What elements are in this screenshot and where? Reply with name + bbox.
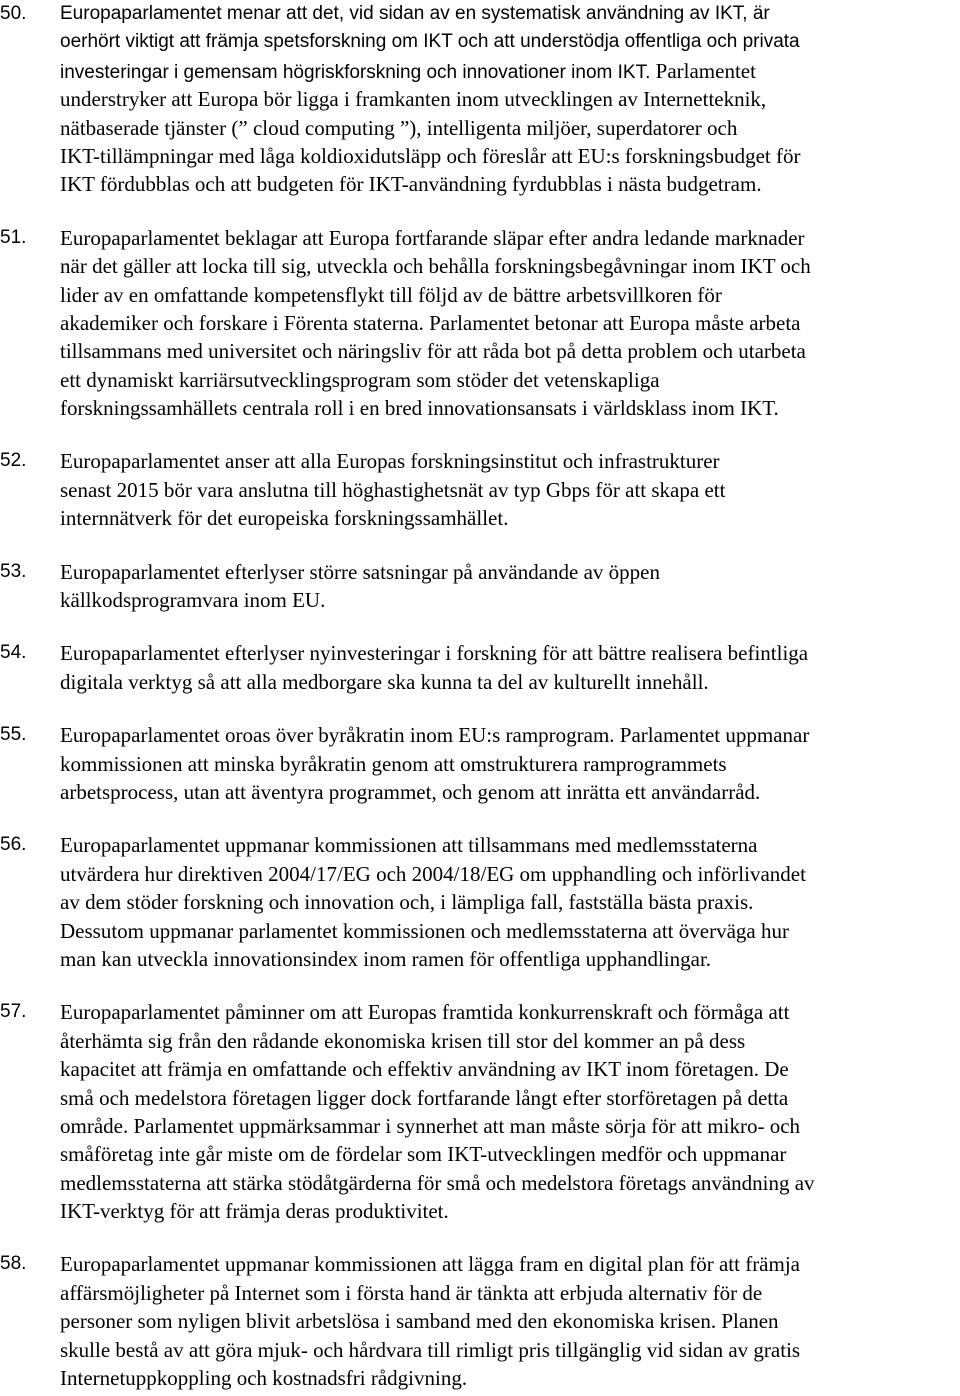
paragraph-52 bbox=[0, 447, 960, 532]
text-line: IKT-verktyg för att främja deras produktivitet. bbox=[60, 1199, 449, 1224]
text-line: man kan utveckla innovationsindex inom ramen för offentliga upphandlingar. bbox=[60, 946, 712, 971]
text-line: Europaparlamentet beklagar att Europa fortfarande släpar efter andra ledande marknader bbox=[60, 225, 805, 250]
text-line: Europaparlamentet efterlyser större satsningar på användande av öppen bbox=[60, 559, 660, 584]
text-line: IKT-tillämpningar med låga koldioxidutsläpp och föreslår att EU:s forskningsbudget för bbox=[60, 143, 801, 168]
text-line: ett dynamiskt karriärsutvecklingsprogram som stöder det vetenskapliga bbox=[60, 367, 660, 392]
paragraph-text bbox=[60, 721, 955, 806]
paragraph-55 bbox=[0, 721, 960, 806]
text-line: senast 2015 bör vara anslutna till höghastighetsnät av typ Gbps för att skapa ett bbox=[60, 477, 726, 502]
paragraph-number: 51. bbox=[0, 226, 27, 248]
paragraph-number: 58. bbox=[0, 1253, 27, 1275]
paragraph-text bbox=[60, 447, 955, 532]
text-line: småföretag inte går miste om de fördelar som IKT-utvecklingen medför och uppmanar bbox=[60, 1142, 787, 1167]
text-line: Europaparlamentet efterlyser nyinvesteringar i forskning för att bättre realisera befintliga bbox=[60, 641, 809, 666]
paragraph-number: 55. bbox=[0, 724, 27, 746]
paragraph-53 bbox=[0, 558, 960, 615]
paragraph-57 bbox=[0, 998, 960, 1225]
text-line: utvärdera hur direktiven 2004/17/EG och 2004/18/EG om upphandling och införlivandet bbox=[60, 861, 806, 886]
text-line: forskningssamhällets centrala roll i en bred innovationsansats i världsklass inom IKT. bbox=[60, 396, 779, 421]
text-line: oerhört viktigt att främja spetsforskning om IKT och att understödja offentliga och privata bbox=[60, 31, 800, 53]
paragraph-text bbox=[60, 998, 955, 1225]
paragraph-text bbox=[60, 0, 955, 199]
text-line: affärsmöjligheter på Internet som i första hand är tänkta att erbjuda alternativ för de bbox=[60, 1280, 763, 1305]
paragraph-51 bbox=[0, 224, 960, 423]
text-line: Europaparlamentet menar att det, vid sidan av en systematisk användning av IKT, är bbox=[60, 3, 770, 24]
text-line bbox=[60, 57, 955, 85]
text-segment: Parlamentet bbox=[655, 58, 756, 83]
text-line: kommissionen att minska byråkratin genom att omstrukturera ramprogrammets bbox=[60, 751, 727, 776]
paragraph-number: 53. bbox=[0, 560, 27, 582]
text-line: digitala verktyg så att alla medborgare ska kunna ta del av kulturellt innehåll. bbox=[60, 669, 709, 694]
text-line: när det gäller att locka till sig, utveckla och behålla forskningsbegåvningar inom IKT och bbox=[60, 254, 811, 279]
text-line: av dem stöder forskning och innovation och, i lämpliga fall, fastställa bästa praxis. bbox=[60, 890, 754, 915]
text-line: skulle bestå av att göra mjuk- och hårdvara till rimligt pris tillgänglig vid sidan av gratis bbox=[60, 1337, 801, 1362]
text-line: IKT fördubblas och att budgeten för IKT-användning fyrdubblas i nästa budgetram. bbox=[60, 172, 762, 197]
text-line: tillsammans med universitet och näringsliv för att råda bot på detta problem och utarbeta bbox=[60, 339, 806, 364]
paragraph-number: 50. bbox=[0, 3, 27, 24]
text-line: akademiker och forskare i Förenta staterna. Parlamentet betonar att Europa måste arbeta bbox=[60, 310, 801, 335]
paragraph-number: 56. bbox=[0, 834, 27, 856]
paragraph-number: 57. bbox=[0, 1001, 27, 1023]
text-line: Europaparlamentet anser att alla Europas forskningsinstitut och infrastrukturer bbox=[60, 449, 720, 474]
text-line: internnätverk för det europeiska forskningssamhället. bbox=[60, 506, 509, 531]
paragraph-54 bbox=[0, 639, 960, 696]
text-line: nätbaserade tjänster (” cloud computing ”), intelligenta miljöer, superdatorer och bbox=[60, 115, 738, 140]
text-line: arbetsprocess, utan att äventyra programmet, och genom att inrätta ett användarråd. bbox=[60, 779, 761, 804]
text-line: kapacitet att främja en omfattande och effektiv användning av IKT inom företagen. De bbox=[60, 1057, 789, 1082]
text-line: Europaparlamentet uppmanar kommissionen att tillsammans med medlemsstaterna bbox=[60, 833, 758, 858]
text-line: understryker att Europa bör ligga i framkanten inom utvecklingen av Internetteknik, bbox=[60, 87, 767, 112]
paragraph-56 bbox=[0, 831, 960, 973]
text-line: Dessutom uppmanar parlamentet kommissionen och medlemsstaterna att överväga hur bbox=[60, 918, 789, 943]
paragraph-text bbox=[60, 1250, 955, 1392]
paragraph-text bbox=[60, 831, 955, 973]
text-line: källkodsprogramvara inom EU. bbox=[60, 588, 326, 613]
paragraph-number: 54. bbox=[0, 642, 27, 664]
paragraph-text bbox=[60, 224, 955, 423]
paragraph-text bbox=[60, 639, 955, 696]
text-line: små och medelstora företagen ligger dock fortfarande långt efter storföretagen på detta bbox=[60, 1085, 789, 1110]
text-line: Europaparlamentet oroas över byråkratin inom EU:s ramprogram. Parlamentet uppmanar bbox=[60, 723, 810, 748]
text-line: medlemsstaterna att stärka stödåtgärderna för små och medelstora företags användning av bbox=[60, 1170, 815, 1195]
text-line: Europaparlamentet uppmanar kommissionen att lägga fram en digital plan för att främja bbox=[60, 1252, 800, 1277]
text-line: område. Parlamentet uppmärksammar i synnerhet att man måste sörja för att mikro- och bbox=[60, 1113, 801, 1138]
paragraph-text bbox=[60, 558, 955, 615]
text-line: Internetuppkoppling och kostnadsfri rådgivning. bbox=[60, 1366, 468, 1391]
text-line: lider av en omfattande kompetensflykt till följd av de bättre arbetsvillkoren för bbox=[60, 282, 722, 307]
text-line: personer som nyligen blivit arbetslösa i samband med den ekonomiska krisen. Planen bbox=[60, 1309, 779, 1334]
paragraph-number: 52. bbox=[0, 450, 27, 472]
text-line: återhämta sig från den rådande ekonomiska krisen till stor del kommer an på dess bbox=[60, 1028, 746, 1053]
text-line: Europaparlamentet påminner om att Europas framtida konkurrenskraft och förmåga att bbox=[60, 1000, 790, 1025]
paragraph-58 bbox=[0, 1250, 960, 1392]
text-segment: investeringar i gemensam högriskforskning och innovationer inom IKT. bbox=[60, 61, 651, 83]
paragraph-50 bbox=[0, 0, 960, 199]
